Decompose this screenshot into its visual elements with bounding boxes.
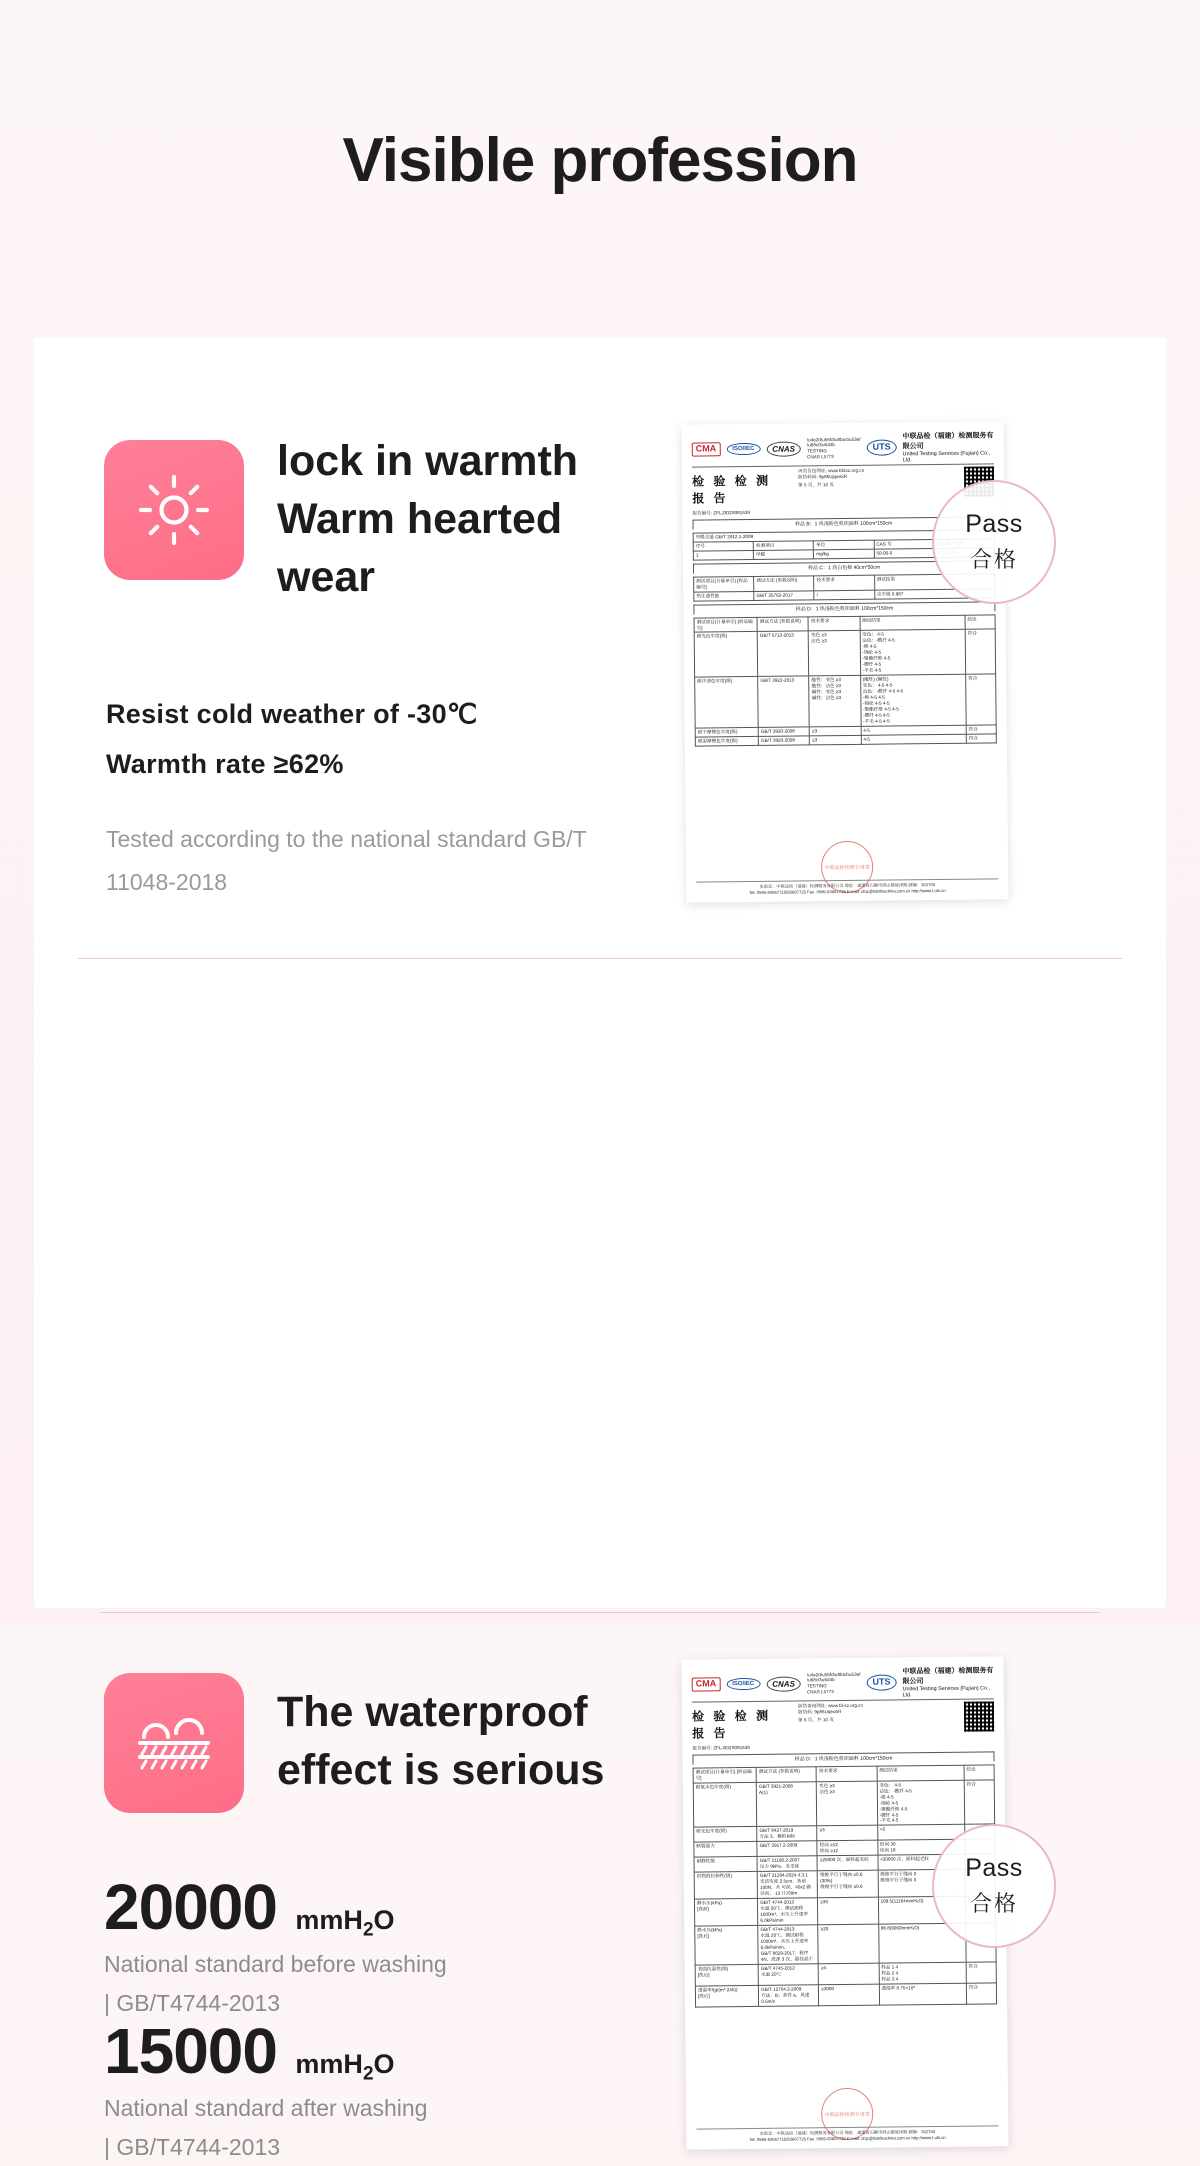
cert-cell: ≥20000 次、面料起毛纹	[817, 1855, 877, 1871]
cert-cell: 变色 ≥3 沾色 ≥3	[809, 631, 861, 676]
cert-cell: >3	[877, 1825, 964, 1841]
cert-cell: 4-5	[861, 725, 966, 735]
section-warmth	[34, 338, 1166, 958]
cert-org-en: United Testing Services (Fujian) Co., Ltd.	[902, 1685, 991, 1699]
metric-unit-tail: O	[373, 1905, 395, 1935]
cert-cell: 织物的拉伸性(级)	[694, 1872, 757, 1900]
cert-cell: GB/T 4744-2013 水温 20℃、测试耐程 1000m³、水压上升速率 6.0kPa/min、 GB/T 8629-2017、程序 4N、洗涤 3 次、悬挂晶干	[758, 1925, 819, 1964]
cert-header-cell: 测试项目(计量单引) [样品编号]	[694, 617, 757, 633]
cert-cell: 109.5(11164mmH₂O)	[878, 1896, 966, 1924]
cert-cell: 静水压(kPa) [洗前]	[694, 1899, 757, 1927]
warmth-headline	[277, 432, 697, 606]
cert-cell: mg/kg	[814, 549, 874, 559]
cert-header-cell: 测试方法 (参数说明)	[757, 616, 808, 631]
cert-cell: ≥3	[817, 1826, 877, 1842]
cert-cell: 符合	[966, 674, 997, 725]
cert-cell: 符合	[965, 629, 996, 674]
cert-stamp: 中联品检检测专用章	[821, 841, 874, 894]
warmth-spec-rate: Warmth rate ≥62%	[106, 748, 344, 779]
cert-band-d: 样品 D：1 块浅粉色机织面料 100cm*150cm	[693, 601, 995, 614]
cert-header-cell: 测试项目(计量单引) [样品编号]	[693, 1767, 756, 1783]
cert-cell: 经向 ≥12 纬向 ≥12	[817, 1841, 877, 1857]
cert-cell: 耐静性能	[694, 1857, 757, 1873]
cert-footer: 实验室：中联品检（福建）检测服务有限公司 地址：福建省石狮市鸿山镇延泽路 邮编：362700 Tel. 0595-83667715/83667725 Fax. 0595-83667735 E-mail: cfqc@fabrikachina.com.cn http://www.t-uts.cn	[696, 879, 998, 897]
metric-unit-main: mmH	[295, 1905, 363, 1935]
cert-cell: 变色： 4-5 沾色：-酰纤 4-5 -棉 4-5 -锦纶 4-5 -聚酯纤维 4-5 -腰纤 4-5 -羊毛 4-5	[877, 1780, 965, 1826]
bottom-divider	[100, 1612, 1100, 1613]
cert-header-cell: 结论	[964, 1765, 994, 1780]
cert-report-no: ZFLJ302S081639	[713, 509, 750, 516]
metric-unit-tail: O	[373, 2049, 395, 2079]
cert-accred-text: \u4e2d\u56fd\u8ba4\u53ef \u68c0\u6d4b TESTING CNAS L5773	[806, 1671, 861, 1695]
cert-cell: 变色 ≥3 沾色 ≥3	[817, 1781, 878, 1826]
page-title: Visible profession	[342, 126, 858, 195]
cert-cell: 断裂强力	[694, 1842, 757, 1858]
waterproof-icon	[104, 1673, 244, 1813]
cert-cell: GB/T 3920-2008	[758, 736, 809, 746]
cert-web-label-2: 防伪码: 9p86Uqeo5R	[797, 1708, 842, 1715]
cert-title: 检 验 检 测 报 告	[692, 473, 772, 506]
cert-cell: 4-5	[861, 734, 966, 744]
metric-after-washing	[104, 2014, 664, 2166]
cert-cell: 1	[693, 550, 753, 560]
cert-report-no-label: 报告编号:	[692, 1745, 713, 1751]
cert-cell: 符合	[966, 1962, 996, 1983]
cert-cell: 变色： 4-5 沾色：-酰纤 4-5 -棉 4-5 -锦纶 4-5 -聚酯纤维 4-5 -腰纤 4-5 -羊毛 4-5	[860, 630, 966, 676]
cert-cell: GB/T 3917.2-2009	[757, 1841, 817, 1857]
cert-header-cell: 测试结果	[860, 615, 966, 631]
metric-value: 15000	[104, 2015, 277, 2087]
cert-cell: GB/T 4745-2012 水温 20℃	[758, 1964, 818, 1986]
cert-cell: 透湿率/(g/(m²·24h)) [洗后]	[695, 1985, 758, 2007]
cert-cell: GB/T 21294-2024 4.3.1 光活变度 2.5cm、各前 100N、共 可前、40x2 路 径向、 13 计动0m	[757, 1871, 817, 1899]
metric-caption-standard: | GB/T4744-2013	[104, 2133, 281, 2160]
cert-cell: 热生透性能	[694, 591, 754, 601]
warmth-specs	[106, 690, 666, 790]
cert-cell: 甲醛	[754, 549, 814, 559]
cert-cell: 静水压(kPa) [洗后]	[695, 1925, 759, 1964]
waterproof-headline-line-2: effect is serious	[277, 1746, 605, 1795]
cert-cell: 符合	[964, 1780, 995, 1825]
cert-cell: GB/T 8427-2019 方法 3、模拟扁标	[757, 1826, 817, 1842]
content-card	[34, 338, 1166, 2160]
cert-cell: ≥3	[810, 726, 861, 736]
metric-caption: National standard after washing	[104, 2095, 428, 2121]
cert-cell: GB/T 3921-2008 A(1)	[756, 1781, 817, 1826]
warmth-headline-line-3: wear	[277, 553, 376, 602]
cert-cell: 耐氯水色牢度(级)	[693, 1782, 757, 1827]
cert-band-b: 样品 B：1 块浅粉色机织面料 100cm*150cm	[692, 516, 994, 529]
pass-label-en: Pass	[965, 1854, 1023, 1882]
cert-cell: GB/T 3920-2008	[758, 727, 809, 737]
cert-header-cell: 测试结果	[877, 1765, 964, 1781]
sun-icon	[104, 440, 244, 580]
cert-cell: 耐光色牢度(级)	[694, 1827, 757, 1843]
cert-page-label: 第 6 页，共 10 页	[798, 1717, 834, 1723]
cert-web-label: 巩负告包网址: www.fd4sz.org.cn	[797, 467, 865, 474]
cert-cell: >20000 次、面料起毛纹	[878, 1855, 965, 1871]
section-divider	[78, 958, 1122, 959]
cert-web-label: 防伪查询网址: www.fd-sz.org.cn	[797, 1702, 864, 1709]
metric-unit	[295, 2049, 394, 2085]
cert-cell: GB/T 4744-2013 水温 20℃、测试耐程 1000m³、水压上升速率 6.0kPa/min	[758, 1898, 818, 1926]
cert-cell: 酸性：变色 ≥3 酸性：沾色 ≥3 碱性：变色 ≥3 碱性：沾色 ≥3	[809, 676, 861, 727]
cert-cell: GB/T 12704.2-2009 方法、B；条件 a、风速 0.5m/s	[759, 1985, 819, 2007]
cert-title: 检 验 检 测 报 告	[691, 1708, 772, 1741]
cert-header-cell: 测试结果	[874, 574, 995, 590]
cert-cell: 单位	[814, 540, 874, 550]
cert-cell: 序号	[693, 541, 753, 551]
metric-unit-main: mmH	[295, 2049, 363, 2079]
cert-cell: 克平值 0.987	[874, 589, 995, 599]
cnas-mark: CNAS	[766, 441, 801, 456]
warmth-headline-line-2: Warm hearted	[277, 495, 563, 544]
iso-mark: ISO/IEC	[726, 1678, 760, 1691]
cert-cell: 耐汗渍色牢度(级)	[695, 677, 759, 728]
cert-org-cn: 中联品检（福建）检测服务有限公司	[902, 432, 994, 451]
cert-report-no-label: 报告编号:	[692, 510, 713, 516]
metric-before-washing	[104, 1870, 664, 2022]
cert-header-cell: 测试项目(计量单引) [样品编号]	[694, 576, 754, 592]
warmth-note: Tested according to the national standard GB/T 11048-2018	[106, 826, 587, 895]
cma-mark: CMA	[692, 1677, 721, 1691]
cert-accred-text: \u4e2d\u56fd\u8ba4\u53ef \u68c0\u6d4b TESTING CNAS L5773	[806, 436, 861, 460]
cnas-mark: CNAS	[766, 1676, 801, 1691]
metric-unit-sub: 2	[362, 1919, 374, 1941]
cert-header-cell: 技术要求	[808, 616, 859, 631]
cert-org-en: United Testing Services (Fujian) Co., Ltd.	[902, 450, 991, 464]
cert-cell: ≥20	[818, 1924, 879, 1963]
pass-label-cn: 合格	[969, 1891, 1018, 1916]
cert-header-cell: 技术要求	[814, 575, 874, 591]
cert-cell: GB/T 5713-2013	[757, 631, 809, 676]
cert-cell: 表面抗湿性(级) [洗后]	[695, 1964, 758, 1986]
cert-footer: 实验室：中联品检（福建）检测服务有限公司 地址：福建省石狮市鸿山镇延泽路 邮编：362700 Tel. 0595-83667715/83667725 Fax. 0595-83667735 E-mail: cfqc@fabrikachina.com.cn http://www.t-uts.cn	[696, 2126, 998, 2144]
metric-caption: National standard before washing	[104, 1951, 447, 1977]
cert-cell: 耐干摩擦色牢度(级)	[695, 727, 758, 737]
warmth-headline-line-1: lock in warmth	[277, 437, 579, 485]
cma-mark: CMA	[692, 442, 721, 456]
cert-header-cell: 技术要求	[816, 1766, 876, 1782]
cert-table-d	[694, 614, 997, 747]
cert-cell: 维维平行于缝向 0 维维平行于缝向 0	[878, 1870, 966, 1898]
metric-value: 20000	[104, 1871, 277, 1943]
cert-stamp: 中联品检检测专用章	[821, 2088, 874, 2141]
cert-qr-code	[964, 1701, 994, 1731]
pass-label-cn: 合格	[969, 547, 1018, 572]
cert-cell: 88.8(9060mmH₂O)	[878, 1923, 966, 1963]
warmth-spec-cold: Resist cold weather of -30℃	[106, 699, 478, 729]
cert-cell: 50-00-0	[874, 548, 934, 558]
metric-unit-sub: 2	[362, 2063, 374, 2085]
cert-band-d: 样品 D：1 块浅粉色机织面料 100cm*150cm	[692, 1751, 994, 1764]
cert-header-cell: 测试方法 (参数说明)	[756, 1767, 816, 1783]
iso-mark: ISO/IEC	[726, 443, 760, 456]
cert-cell: GB/T 3922-2013	[758, 676, 810, 727]
cert-cell: 透湿率 8.75×10³	[879, 1983, 966, 2005]
cert-cell: CAS 号	[874, 539, 934, 549]
cert-cell: ≥3000	[819, 1984, 879, 2006]
cert-report-no: ZFLJ302S081639	[713, 1744, 750, 1751]
metric-caption-standard: | GB/T4744-2013	[104, 1989, 281, 2016]
uts-mark: UTS	[867, 439, 897, 455]
cert-cell: ≥3	[810, 735, 861, 745]
cert-band-c: 样品 C：1 块白色棉 40cm*50cm	[693, 560, 995, 573]
cert-cell: /	[814, 590, 874, 600]
cert-cell: 甲醛含量 GB/T 2912.1-2009	[693, 530, 994, 542]
cert-cell: GB/T 21196.2-2007 压力 9kPa、毛毛硅	[757, 1856, 817, 1872]
uts-mark: UTS	[866, 1674, 896, 1690]
pass-badge-warmth	[932, 480, 1056, 604]
cert-page-label: 第 5 页，共 10 页	[798, 482, 834, 488]
cert-org-cn: 中联品检（福建）检测服务有限公司	[902, 1667, 994, 1686]
cert-cell: 样品 1 4 样品 2 4 样品 3 4	[879, 1962, 966, 1984]
metric-unit	[295, 1905, 394, 1941]
cert-cell: 耐湿摩擦色牢度(级)	[695, 736, 758, 746]
cert-header-cell: 测试方法 (参数说明)	[754, 575, 814, 591]
cert-cell: 符合	[966, 725, 996, 734]
cert-cell: 耐光色牢度(级)	[694, 632, 758, 677]
cert-cell: 符合	[966, 734, 996, 743]
cert-cell: ≥4	[819, 1963, 879, 1985]
cert-cell: GB/T 35762-2017	[754, 590, 814, 600]
pass-badge-waterproof	[932, 1824, 1056, 1948]
cert-web-label-2: 防伪码码: 9p86Ujqeo5R	[798, 473, 848, 480]
cert-header-cell: 结论	[965, 614, 995, 629]
waterproof-headline-line-1: The waterproof	[277, 1688, 588, 1736]
cert-cell: ≥30	[818, 1897, 878, 1925]
cert-cell: 维维平行于缝向 ≤0.6 (30%) 维维平行于缝向 ≤0.6	[818, 1870, 878, 1898]
waterproof-headline	[277, 1683, 727, 1799]
cert-cell: 检测项目	[753, 541, 813, 551]
cert-cell: 符合	[966, 1983, 996, 2004]
cert-cell: (酸性) (碱性) 变色： 4-5 4-5 沾色：-酰纤 4-5 4-5 -棉 4-5 4-5 -锦纶 4-5 4-5 -聚酯纤维 4-5 4-5 -腰纤 4-5 4-5 -羊毛 4-5 4-5	[860, 675, 966, 727]
cert-cell: 经向 30 纬向 18	[877, 1840, 964, 1856]
pass-label-en: Pass	[965, 510, 1023, 538]
